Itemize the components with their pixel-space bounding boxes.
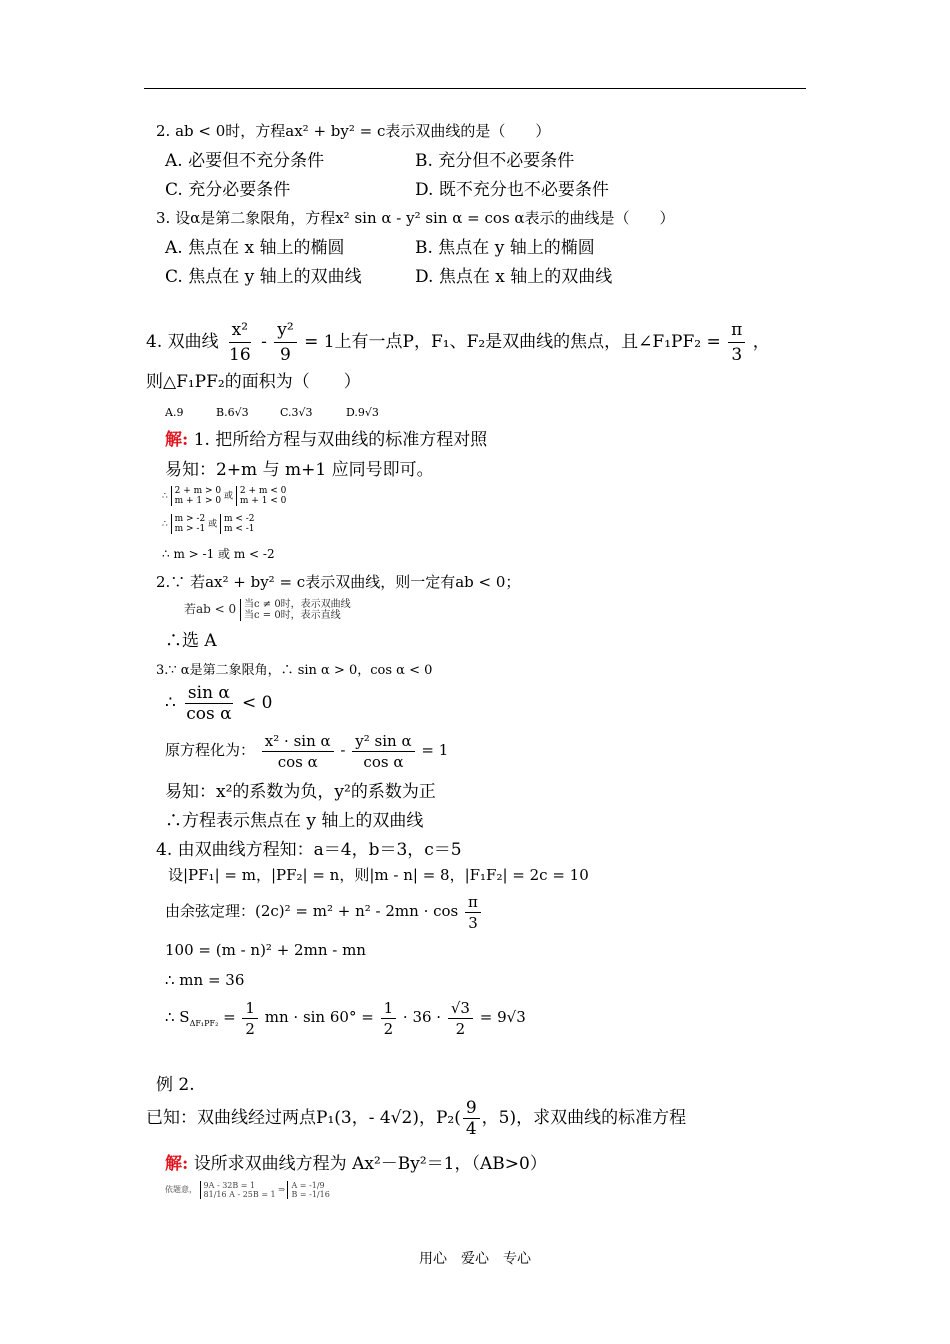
solution-2-answer: ∴选 A — [165, 631, 217, 651]
example-2-title: 例 2. — [156, 1075, 195, 1095]
solution-3-equation — [165, 728, 448, 772]
solution-4-product: ∴ mn = 36 — [165, 971, 245, 989]
fraction-num: y² sin α — [352, 731, 414, 752]
case-line: m + 1 < 0 — [239, 496, 287, 506]
fraction-num: x² · sin α — [262, 731, 334, 752]
solution-3-inequality — [165, 682, 272, 724]
example-2-solution — [165, 1153, 547, 1175]
solution-1-text: 1. 把所给方程与双曲线的标准方程对照 — [193, 430, 488, 450]
case-brace — [287, 1181, 329, 1199]
q2-option-d: D. 既不充分也不必要条件 — [415, 180, 609, 200]
case-brace — [171, 486, 222, 506]
q3-option-c: C. 焦点在 y 轴上的双曲线 — [165, 267, 362, 287]
q2-option-c: C. 充分必要条件 — [165, 180, 291, 200]
y-term-fraction — [352, 731, 414, 772]
therefore-symbol: ∴ — [165, 693, 176, 713]
fraction-den: 4 — [465, 1119, 477, 1139]
fraction-den: 3 — [468, 913, 478, 932]
solution-label: 解: — [165, 430, 189, 450]
solution-label: 解: — [165, 1154, 189, 1174]
solution-1 — [165, 429, 487, 451]
example-2-stem-pre: 已知：双曲线经过两点P₁(3，- 4√2)，P₂( — [146, 1108, 461, 1128]
fraction-den: cos α — [186, 704, 232, 724]
q4-option-d: D.9√3 — [346, 406, 379, 419]
case-line: m + 1 > 0 — [174, 496, 222, 506]
q4-fraction-x-num: x² — [229, 318, 251, 343]
fraction-num: sin α — [185, 683, 233, 704]
system-pre: 依题意， — [165, 1185, 197, 1194]
x-term-fraction — [262, 731, 334, 772]
solution-4-area — [165, 995, 526, 1046]
fraction-den: 2 — [455, 1019, 466, 1038]
q4-mid: = 1上有一点P，F₁、F₂是双曲线的焦点，且∠F₁PF₂ = — [304, 332, 721, 352]
case-brace — [236, 486, 287, 506]
solution-2-cases-pre: 若ab < 0 — [184, 602, 237, 616]
area-result: = 9√3 — [479, 1008, 526, 1026]
q2-option-b: B. 充分但不必要条件 — [415, 151, 575, 171]
solution-4-setup: 设|PF₁| = m，|PF₂| = n，则|m - n| = 8，|F₁F₂| = 2c = 10 — [168, 866, 589, 884]
case-line: m < -1 — [223, 524, 255, 534]
fraction-den: 2 — [383, 1019, 394, 1038]
page-footer: 用心 爱心 专心 — [419, 1251, 531, 1267]
area-subscript: ΔF₁PF₂ — [189, 1019, 219, 1028]
q4-end: ， — [752, 332, 770, 352]
example-2-stem-post: ，5)，求双曲线的标准方程 — [481, 1108, 687, 1128]
fraction-num: 1 — [381, 998, 397, 1019]
case-line: 9A - 32B = 1 — [203, 1181, 256, 1190]
area-symbol: ∴ S — [165, 1008, 190, 1026]
equals-sign: = — [223, 1008, 236, 1026]
example-2-solution-text: 设所求双曲线方程为 Ax²－By²＝1，（AB>0） — [193, 1154, 547, 1174]
fraction-den: cos α — [277, 752, 318, 771]
solution-3-conclusion: ∴方程表示焦点在 y 轴上的双曲线 — [165, 811, 424, 831]
case-brace — [200, 1181, 276, 1199]
or-word: 或 — [208, 519, 218, 530]
fraction-num: 9 — [463, 1098, 480, 1119]
q4-line2: 则△F₁PF₂的面积为（ ） — [146, 372, 361, 392]
fraction-den: cos α — [363, 752, 404, 771]
solution-4: 4. 由双曲线方程知：a＝4，b＝3，c＝5 — [156, 840, 462, 860]
root3-over-2-fraction — [448, 998, 473, 1039]
q4-option-b: B.6√3 — [216, 406, 249, 419]
q2-option-a: A. 必要但不充分条件 — [165, 151, 325, 171]
q3-option-a: A. 焦点在 x 轴上的椭圆 — [165, 238, 345, 258]
solution-3-note: 易知：x²的系数为负，y²的系数为正 — [165, 782, 436, 802]
case-brace — [240, 599, 351, 621]
q4-fraction-pi-num: π — [728, 318, 745, 343]
therefore-symbol: ∴ — [162, 491, 168, 502]
case-line: 2 + m < 0 — [239, 486, 287, 496]
solution-3: 3.∵ α是第二象限角，∴ sin α > 0，cos α < 0 — [156, 663, 433, 678]
solution-1-cases-2 — [162, 514, 255, 534]
q4-fraction-pi-den: 3 — [731, 345, 743, 365]
half-fraction — [381, 998, 397, 1039]
solution-2-cases — [184, 598, 351, 621]
therefore-symbol: ∴ — [162, 519, 168, 530]
case-line: 81/16 A - 25B = 1 — [203, 1190, 276, 1199]
pi-over-3-fraction — [465, 892, 481, 933]
q3-option-d: D. 焦点在 x 轴上的双曲线 — [415, 267, 613, 287]
nine-fourths-fraction — [463, 1098, 480, 1139]
example-2-stem — [146, 1096, 686, 1140]
fraction-num: π — [465, 892, 481, 913]
fraction-num: 1 — [242, 998, 258, 1019]
solution-1-note: 易知：2+m 与 m+1 应同号即可。 — [165, 460, 434, 480]
implies-arrow: ⇒ — [278, 1185, 285, 1194]
solution-2: 2.∵ 若ax² + by² = c表示双曲线，则一定有ab < 0； — [156, 573, 521, 591]
q4-fraction-x-den: 16 — [229, 345, 251, 365]
header-rule — [144, 88, 806, 89]
q4-fraction-x — [226, 318, 254, 367]
case-line: 2 + m > 0 — [174, 486, 222, 496]
sin-over-cos-fraction — [183, 683, 234, 724]
q4-option-c: C.3√3 — [280, 406, 313, 419]
case-line: 当c ≠ 0时，表示双曲线 — [243, 598, 351, 610]
case-line: m < -2 — [223, 514, 255, 524]
q4-fraction-y — [274, 318, 296, 367]
case-line: m > -1 — [174, 524, 206, 534]
q4-minus: - — [261, 332, 267, 352]
fraction-den: 2 — [245, 1019, 255, 1038]
q4-option-a: A.9 — [165, 406, 184, 419]
solution-1-result: ∴ m > -1 或 m < -2 — [162, 547, 275, 561]
q4-fraction-y-num: y² — [274, 318, 296, 343]
q4-prefix: 4. 双曲线 — [146, 332, 219, 352]
solution-4-expansion: 100 = (m - n)² + 2mn - mn — [165, 941, 366, 959]
area-mid: mn · sin 60° = — [264, 1008, 374, 1026]
q4-fraction-y-den: 9 — [280, 345, 291, 365]
q4-fraction-pi — [728, 318, 745, 367]
or-word: 或 — [224, 491, 234, 502]
area-mid-2: · 36 · — [402, 1008, 442, 1026]
minus-sign: - — [340, 741, 346, 759]
case-line: B = -1/16 — [291, 1190, 330, 1199]
inequality-tail: < 0 — [242, 693, 273, 713]
q3-stem: 3. 设α是第二象限角，方程x² sin α - y² sin α = cos α表示的曲线是（ ） — [156, 209, 675, 227]
equation-label: 原方程化为： — [165, 741, 256, 759]
case-line: A = -1/9 — [291, 1181, 325, 1190]
solution-1-cases-1 — [162, 486, 286, 506]
example-2-system — [165, 1181, 330, 1199]
case-brace — [171, 514, 206, 534]
equation-rhs: = 1 — [421, 741, 449, 759]
case-line: m > -2 — [174, 514, 206, 524]
case-brace — [220, 514, 255, 534]
half-fraction — [242, 998, 258, 1039]
cosine-law-text: 由余弦定理：(2c)² = m² + n² - 2mn · cos — [165, 902, 459, 920]
case-line: 当c = 0时，表示直线 — [243, 609, 341, 621]
q3-option-b: B. 焦点在 y 轴上的椭圆 — [415, 238, 595, 258]
q2-stem: 2. ab < 0时，方程ax² + by² = c表示双曲线的是（ ） — [156, 122, 551, 140]
fraction-num: √3 — [448, 998, 473, 1019]
solution-4-cosine-law — [165, 890, 483, 933]
q4-stem — [146, 318, 770, 367]
